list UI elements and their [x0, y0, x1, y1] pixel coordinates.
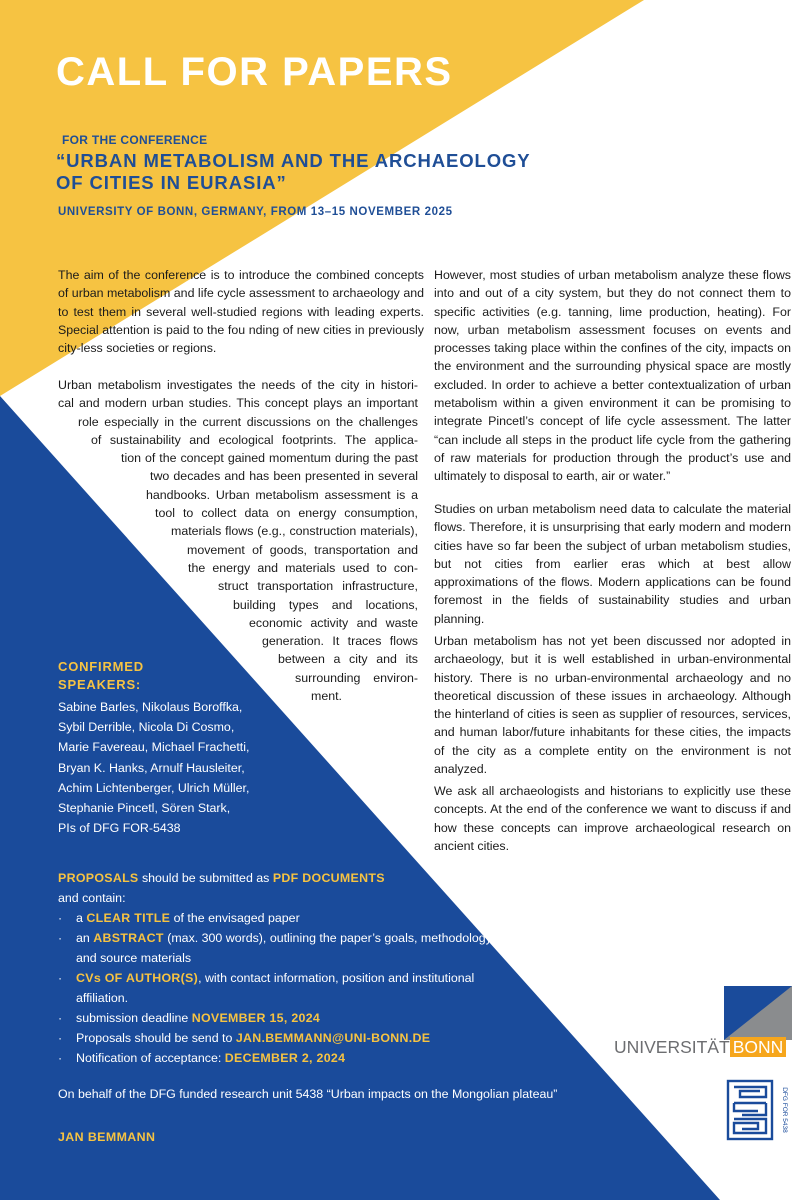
proposal-item-title: · a CLEAR TITLE of the envisaged paper — [58, 908, 498, 928]
proposals-intro — [58, 868, 498, 888]
text-line: role especially in the current discussions on the challenges — [78, 414, 418, 429]
conference-title — [56, 150, 531, 194]
proposal-item-cv: · CVs OF AUTHOR(S), with contact information, position and institutional affiliation. — [58, 968, 498, 1008]
proposal-item-notification: · Notification of acceptance: DECEMBER 2, 2024 — [58, 1048, 498, 1068]
conference-title-line-1: “URBAN METABOLISM AND THE ARCHAEOLOGY — [56, 150, 531, 171]
text-line: materials flows (e.g., construction materials), — [171, 524, 418, 539]
speaker-line: Marie Favereau, Michael Frachetti, — [58, 740, 250, 755]
speaker-line: Bryan K. Hanks, Arnulf Hausleiter, — [58, 760, 245, 775]
proposals-contain: and contain: — [58, 891, 126, 905]
text-line: between a city and its — [278, 652, 418, 667]
proposals-highlight: PROPOSALS — [58, 871, 139, 885]
proposals-section — [58, 868, 498, 1068]
text-line: surrounding environ- — [295, 670, 418, 685]
proposal-item-deadline: · submission deadline NOVEMBER 15, 2024 — [58, 1008, 498, 1028]
right-paragraph-4: We ask all archaeologists and historians to explicitly use these concepts. At the end of the conference we want to discuss if and how these concepts can improve archaeological research on ancient cities. — [434, 784, 791, 853]
conference-location-date: UNIVERSITY OF BONN, GERMANY, FROM 13–15 NOVEMBER 2025 — [58, 206, 453, 218]
speakers-heading — [58, 658, 144, 694]
text-line: the energy and materials used to con- — [188, 560, 418, 575]
bonn-logo-mark-icon — [724, 986, 792, 1040]
speaker-line: Sybil Derrible, Nicola Di Cosmo, — [58, 720, 235, 735]
email-link[interactable]: JAN.BEMMANN@UNI-BONN.DE — [235, 1031, 431, 1045]
text-line: tool to collect data on energy consumption, — [155, 506, 418, 521]
text-line: ment. — [311, 689, 342, 704]
proposal-item-email: · Proposals should be send to JAN.BEMMANN@UNI-BONN.DE — [58, 1028, 498, 1048]
text-line: handbooks. Urban metabolism assessment is a — [146, 487, 418, 502]
bonn-logo-bonn: BONN — [730, 1037, 787, 1057]
conference-kicker: FOR THE CONFERENCE — [62, 133, 208, 147]
signature: JAN BEMMANN — [58, 1130, 156, 1144]
speakers-heading-line-2: SPEAKERS: — [58, 677, 142, 692]
text-line: building types and locations, — [233, 597, 418, 612]
speaker-line: Sabine Barles, Nikolaus Boroffka, — [58, 700, 243, 714]
speakers-heading-line-1: CONFIRMED — [58, 659, 144, 674]
text-line: economic activity and waste — [249, 615, 418, 630]
speaker-line: Stephanie Pincetl, Sören Stark, — [58, 801, 231, 816]
proposals-text: should be submitted as — [138, 871, 273, 885]
right-paragraph-2: Studies on urban metabolism need data to calculate the material flows. Therefore, it is unsurprising that early modern and modern cities have so far been the subject of urban metabolism studies, but not cities from earlier eras which at best allow approximations of the flows. Modern applications can be found foremost in the fields of sustainability studies and urban planning. — [434, 502, 791, 626]
dfg-maze-icon — [723, 1075, 791, 1145]
text-line: tion of the concept gained momentum during the past — [121, 451, 418, 466]
intro-paragraph: The aim of the conference is to introduce the combined concepts of urban metabolism and life cycle assessment to archaeology and to test them in several well-studied regions with leading experts. Special attention is paid to the fou nding of new cities in previously city-less societies or regions. — [58, 268, 424, 356]
text-line: movement of goods, transportation and — [187, 542, 418, 557]
proposal-item-abstract: · an ABSTRACT (max. 300 words), outlining the paper’s goals, methodology and source materials — [58, 928, 498, 968]
text-line: Urban metabolism investigates the needs of the city in histori- — [58, 378, 418, 392]
pdf-highlight: PDF DOCUMENTS — [272, 871, 385, 885]
text-line: cal and modern urban studies. This concept plays an important — [58, 396, 418, 411]
text-line: struct transportation infrastructure, — [218, 579, 418, 594]
text-line: of sustainability and ecological footprints. The applica- — [91, 432, 418, 447]
right-paragraph-3: Urban metabolism has not yet been discussed nor adopted in archaeology, but it is well established in urban-environmental history. There is no urban-environmental archaeology and no theoretical discussion of these issues in archaeology. Although the hinterland of cities is seen as supplier of resources, services, and human labor/future inhabitants for these cities, the impacts of the city as a complete entity on the environment is not analyzed. — [434, 634, 791, 777]
speaker-line: PIs of DFG FOR-5438 — [58, 821, 181, 836]
urban-metabolism-paragraph — [58, 376, 418, 705]
conference-title-line-2: OF CITIES IN EURASIA” — [56, 172, 287, 193]
text-line: two decades and has been presented in several — [150, 469, 418, 484]
bonn-logo-universitaet: UNIVERSITÄT — [614, 1037, 730, 1057]
dfg-label: DFG FOR 5438 — [781, 1087, 788, 1133]
call-for-papers-title: CALL FOR PAPERS — [56, 50, 453, 94]
text-line: generation. It traces flows — [262, 634, 418, 649]
proposals-list — [58, 908, 498, 1068]
university-bonn-logo — [614, 986, 792, 1058]
right-paragraph-1: However, most studies of urban metabolism analyze these flows into and out of a city system, but they do not connect them to specific activities (e.g. tanning, lime production, heating). For now, urban metabolism assessment focuses on events and processes taking place within the confines of the city, impacts on the environment and the surrounding physical space are mostly excluded. In order to achieve a better contextualization of urban metabolism within a given environment it can be promising to integrate Pincetl’s concept of life cycle assessment. The latter “can include all steps in the product life cycle from the gathering of raw materials for production through the product’s use and ultimately to disposal to earth, air or water.” — [434, 268, 791, 484]
speaker-line: Achim Lichtenberger, Ulrich Müller, — [58, 780, 250, 795]
speakers-list — [58, 697, 249, 838]
bonn-logo-wordmark — [614, 1037, 786, 1057]
behalf-statement: On behalf of the DFG funded research unit 5438 “Urban impacts on the Mongolian plateau” — [58, 1087, 558, 1101]
dfg-for-5438-logo — [723, 1075, 791, 1145]
